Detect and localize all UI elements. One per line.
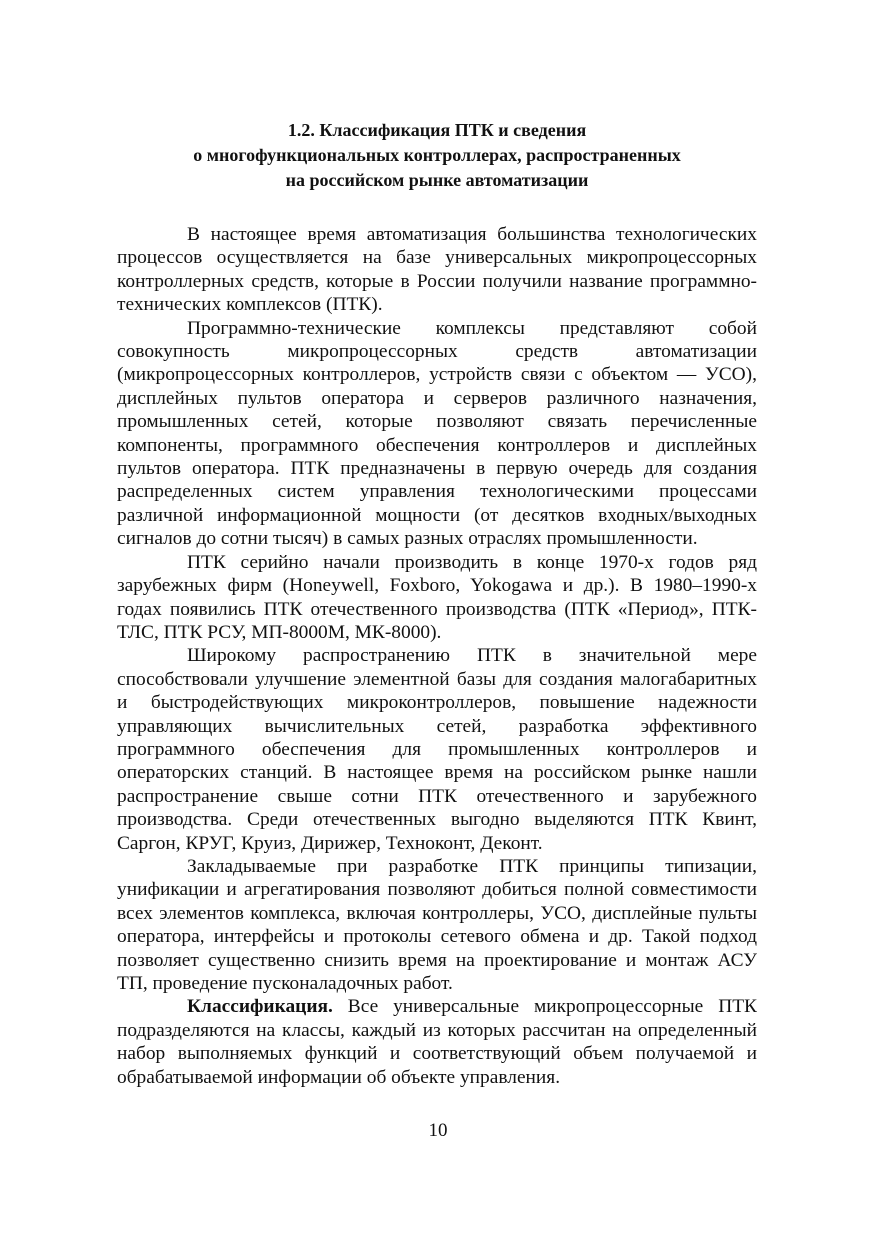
paragraph-text: ПТК серийно начали производить в конце 1970-х годов ряд зарубежных фирм (Honeywell, Foxboro, Yokogawa и др.). В 1980–1990-х годах появились ПТК отечественного производства (ПТК «Период», ПТК-ТЛС, ПТК РСУ, МП-8000М, МК-8000). [117,551,757,643]
section-heading [117,118,757,193]
page-body [117,118,757,1089]
paragraph [117,644,757,855]
paragraph [117,551,757,645]
heading-line: о многофункциональных контроллерах, распространенных [193,145,681,165]
paragraph-text: Закладываемые при разработке ПТК принципы типизации, унификации и агрегатирования позволяют добиться полной совместимости всех элементов комплекса, включая контроллеры, УСО, дисплейные пульты оператора, интерфейсы и протоколы сетевого обмена и др. Такой подход позволяет существенно снизить время на проектирование и монтаж АСУ ТП, проведение пусконаладочных работ. [117,855,757,994]
page-number: 10 [428,1120,448,1141]
paragraph [117,995,757,1089]
heading-line: на российском рынке автоматизации [285,170,589,190]
heading-line: 1.2. Классификация ПТК и сведения [287,120,587,140]
paragraph-text: В настоящее время автоматизация большинства технологических процессов осуществляется на базе универсальных микропроцессорных контроллерных средств, которые в России получили название программно-технических комплексов (ПТК). [117,224,757,316]
paragraph [117,855,757,995]
paragraph [117,223,757,317]
paragraph-text: Широкому распространению ПТК в значительной мере способствовали улучшение элементной базы для создания малогабаритных и быстродействующих микроконтроллеров, повышение надежности управляющих вычислительных сетей, разработка эффективного программного обеспечения для промышленных контроллеров и операторских станций. В настоящее время на российском рынке нашли распространение свыше сотни ПТК отечественного и зарубежного производства. Среди отечественных выгодно выделяются ПТК Квинт, Саргон, КРУГ, Круиз, Дирижер, Техноконт, Деконт. [117,645,757,854]
paragraph-text: Программно-технические комплексы представляют собой совокупность микропроцессорных средств автоматизации (микропроцессорных контроллеров, устройств связи с объектом — УСО), дисплейных пультов оператора и серверов различного назначения, промышленных сетей, которые позволяют связать перечисленные компоненты, программного обеспечения контроллеров и дисплейных пультов оператора. ПТК предназначены в первую очередь для создания распределенных систем управления технологическими процессами различной информационной мощности (от десятков входных/выходных сигналов до сотни тысяч) в самых разных отраслях промышленности. [117,317,757,550]
paragraph-text: Все универсальные микропроцессорные ПТК подразделяются на классы, каждый из которых рассчитан на определенный набор выполняемых функций и соответствующий объем получаемой и обрабатываемой информации об объекте управления. [117,996,757,1088]
paragraph [117,317,757,551]
paragraph-lead: Классификация. [187,996,333,1018]
